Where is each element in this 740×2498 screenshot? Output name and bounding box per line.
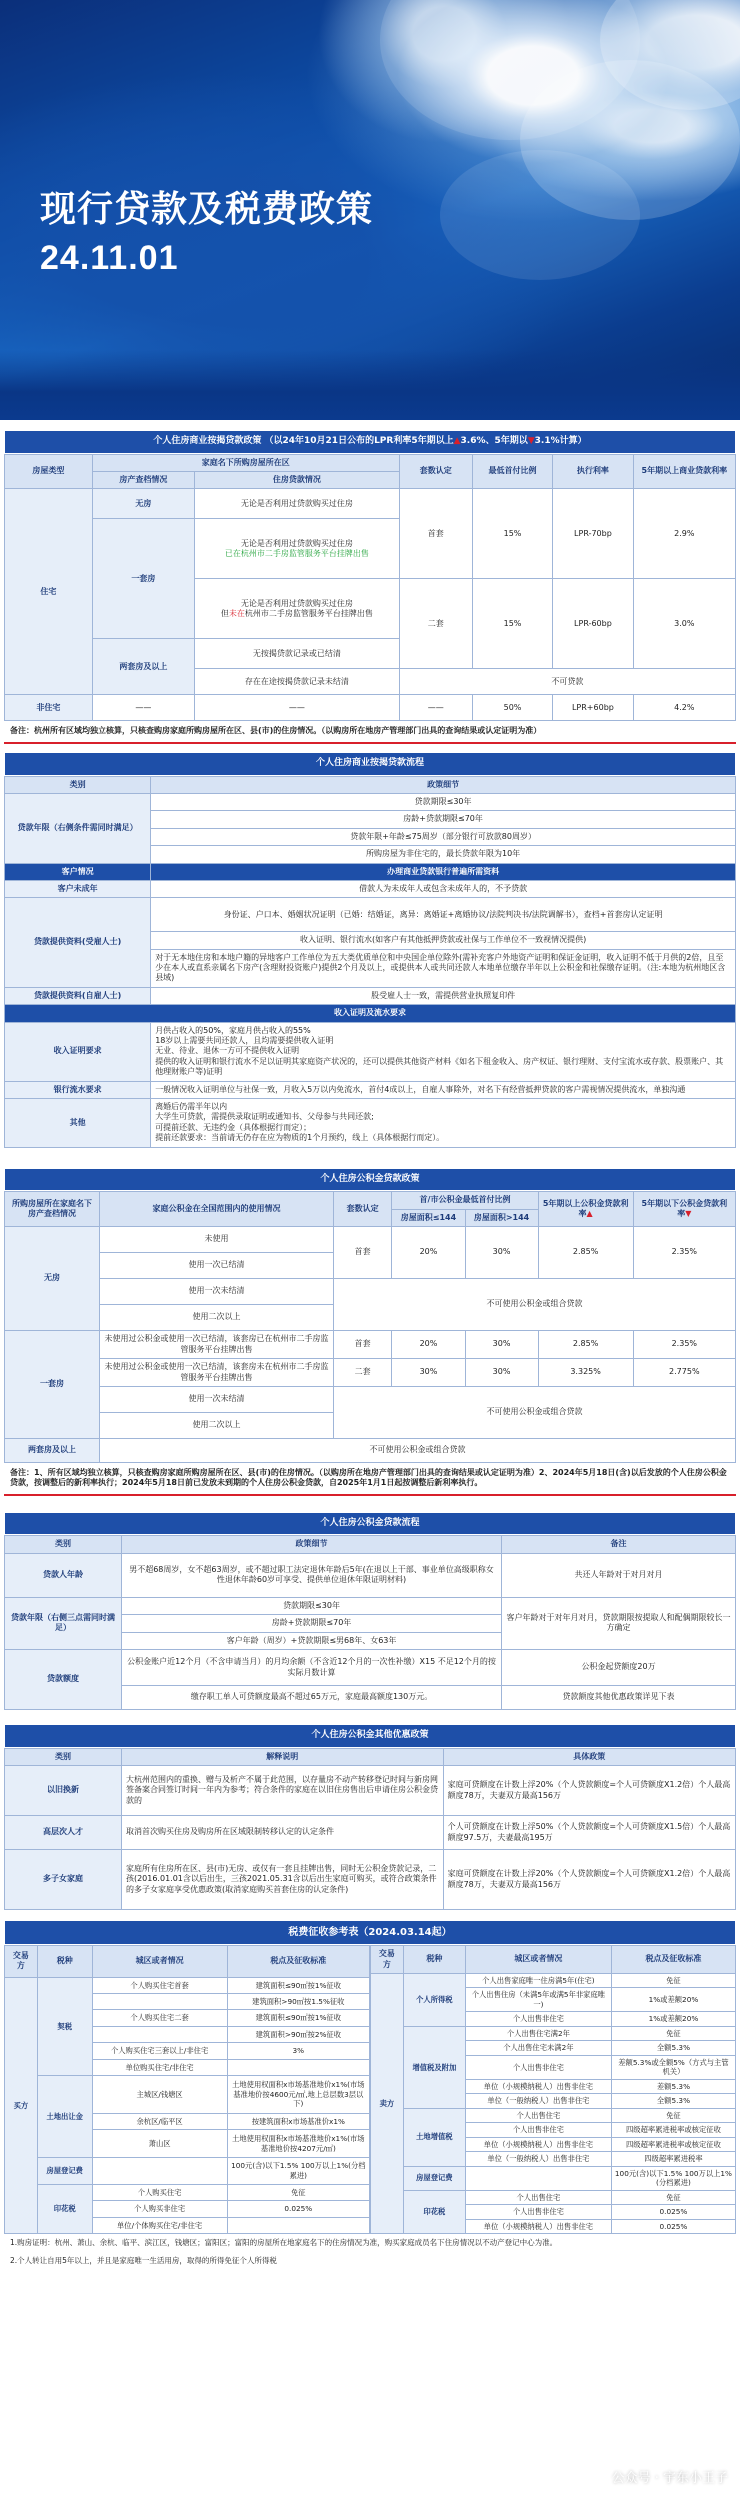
tax-condition-cell: 个人购买住宅首套	[92, 1977, 227, 1993]
commercial-loan-table: 房屋类型 家庭名下所购房屋所在区 套数认定 最低首付比例 执行利率 5年期以上商业贷款利率 房产查档情况 住房贷款情况 住宅 无房 无论是否利用过贷款购买过住房 首套 15% LPR-70bp 2.9% 一套房 无论是否利用过贷款购买过住房 已在杭州市二手房监管服务平台挂牌出售 无论是否利用过贷款购买过住房 但未在杭州市二手房监管服务平台挂牌出售 二套 15% LPR-60bp 3.0% 两套房及以上 无按揭贷款记录或已结清 存在在途按揭贷款记录未结清 不可贷款 非住宅 —— —— —— 50% LPR+60bp 4.2%	[4, 454, 736, 722]
tax-condition-cell: 个人出售住宅满2年	[465, 2026, 611, 2040]
tax-condition-cell: 个人购买住宅	[92, 2184, 227, 2200]
tax-rate-cell: 1%或差额20%	[611, 1988, 735, 2012]
tax-rate-cell: 四级超率累进税率或核定征收	[611, 2137, 735, 2151]
tax-rate-cell: 0.025%	[227, 2201, 369, 2217]
provident-fund-note: 备注：1、所有区域均独立核算，只核查购房家庭所购房屋所在区、县(市)的住房情况。（以购房所在地房产管理部门出具的查询结果或认定证明为准）2、2024年5月18日(含)以后发放的个人住房公积金贷款，按调整后的新利率执行；2024年5月18日前已发放未到期的个人住房公积金贷款，自2025年1月1日起按调整后新利率执行。	[4, 1463, 736, 1496]
tax-condition-cell: 单位（一般纳税人）出售非住宅	[465, 2152, 611, 2166]
tax-rate-cell: 100元(含)以下1.5% 100万以上1%(分档累进)	[227, 2157, 369, 2184]
tax-rate-cell: 建筑面积>90㎡按1.5%征收	[227, 1994, 369, 2010]
tax-condition-cell: 个人出售非住宅	[465, 2123, 611, 2137]
buyer-tax-rows	[5, 1977, 370, 2234]
tax-condition-cell	[92, 2026, 227, 2042]
tax-rate-cell: 四级超率累进税率或核定征收	[611, 2123, 735, 2137]
tax-type-cell: 房屋登记费	[403, 2166, 465, 2190]
table-row	[371, 2108, 736, 2122]
down-arrow-icon: ▼	[527, 436, 535, 446]
tax-condition-cell: 单位（小规模纳税人）出售非住宅	[465, 2079, 611, 2093]
tax-footnote-2: 2.个人转让自用5年以上，并且是家庭唯一生活用房，取得的所得免征个人所得税	[10, 2255, 277, 2265]
benefits-table: 类别 解释说明 具体政策 以旧换新 大杭州范围内的重换、赠与及析产不属于此范围，以存量房不动产转移登记时间与新房网签备案合同签订时间一年内为参考；符合条件的家庭在以旧住房售出后申请住房公积金贷款的 家庭可贷额度在计数上浮20%（个人贷款额度=个人可贷额度X1.2倍）个人最高额度78万，夫妻双方最高156万 高层次人才 取消首次购买住房及购房所在区域限制转移认定的认定条件 个人可贷额度在计数上浮50%（个人贷款额度=个人可贷额度X1.5倍）个人最高额度97.5万，夫妻最高195万 多子女家庭 家庭所有住房所在区、县(市)无房、或仅有一套且挂牌出售，同时无公积金贷款记录，二孩(2016.01.01含以后出生，三孩2021.05.31含以后出生家庭可购买，或符合政策条件的多子女家庭享受优惠政策(取消家庭购买首套住房的认定条件) 家庭可贷额度在计数上浮20%（个人贷款额度=个人可贷额度X1.2倍）个人最高额度78万，夫妻双方最高156万	[4, 1748, 736, 1910]
tax-condition-cell: 余杭区/临平区	[92, 2114, 227, 2130]
up-arrow-icon: ▲	[453, 436, 461, 446]
table-row	[5, 2184, 370, 2200]
seller-tax-rows	[371, 1973, 736, 2233]
tax-rate-cell: 全额5.3%	[611, 2041, 735, 2055]
tax-condition-cell: 主城区/钱塘区	[92, 2076, 227, 2114]
tax-rate-cell	[227, 2217, 369, 2233]
up-arrow-icon: ▲	[586, 1209, 593, 1219]
table-row	[5, 1977, 370, 1993]
commercial-process-table: 类别 政策细节 贷款年限（右侧条件需同时满足） 贷款期限≤30年 房龄+贷款期限≤70年 贷款年限+年龄≤75周岁（部分银行可放款80周岁） 所购房屋为非住宅的，最长贷款年限为10年 客户情况 办理商业贷款银行普遍所需资料 客户未成年 借款人为未成年人或包含未成年人的，不予贷款 贷款提供资料(受雇人士) 身份证、户口本、婚姻状况证明（已婚：结婚证，离异：离婚证+离婚协议/法院判决书/法院调解书），查档+首套房认定证明 收入证明、银行流水(如客户有其他抵押贷款或社保与工作单位不一致视情况提供) 对于无本地住房和本地户籍的异地客户工作单位为五大类优质单位和中央国企单位除外(需补充客户外地资产证明和保证金证明，收入证明不低于月供的2倍，且至少在本人或直系亲属名下房产(含理财投资账户)提供2个月及以上，或提供本人或共同还款人本地单位缴存半年以上公积金和社保缴存证明。（注:本地为杭州地区含县域) 贷款提供资料(自雇人士) 股受雇人士一致，需提供营业执照复印件 收入证明及流水要求 收入证明要求 月供占收入的50%，家庭月供占收入的55% 18岁以上需要共同还款人，且均需要提供收入证明 无业、待业、退休一方可不提供收入证明 提供的收入证明和银行流水不足以证明其家庭资产状况的，还可以提供其他资产材料《如名下租金收入、房产权证、银行理财、支付宝流水或存款、股票账户、其他理财账户等)证明 银行流水要求 一般情况收入证明单位与社保一致，月收入5万以内免流水，首付4成以上，自雇人事除外，对名下有经营抵押贷款的客户需视情况提供流水，单独沟通 其他 离婚后仍需半年以内 大学生可贷款，需提供录取证明或通知书、父母参与共同还款; 可提前还款、无违约金（具体根据行而定）； 提前还款要求：当前请无仍存在应为物质的1个月预约，线上（具体根据行而定）。	[4, 776, 736, 1148]
page-title: 现行贷款及税费政策	[40, 188, 374, 229]
tax-condition-cell	[92, 1994, 227, 2010]
tax-condition-cell: 个人出售住宅	[465, 2108, 611, 2122]
commercial-loan-process: 个人住房商业按揭贷款流程 类别 政策细节 贷款年限（右侧条件需同时满足） 贷款期限≤30年 房龄+贷款期限≤70年 贷款年限+年龄≤75周岁（部分银行可放款80周岁） 所购房屋为非住宅的，最长贷款年限为10年 客户情况 办理商业贷款银行普遍所需资料 客户未成年 借款人为未成年人或包含未成年人的，不予贷款 贷款提供资料(受雇人士) 身份证、户口本、婚姻状况证明（已婚：结婚证，离异：离婚证+离婚协议/法院判决书/法院调解书），查档+首套房认定证明 收入证明、银行流水(如客户有其他抵押贷款或社保与工作单位不一致视情况提供) 对于无本地住房和本地户籍的异地客户工作单位为五大类优质单位和中央国企单位除外(需补充客户外地资产证明和保证金证明，收入证明不低于月供的2倍，且至少在本人或直系亲属名下房产(含理财投资账户)提供2个月及以上，或提供本人或共同还款人本地单位缴存半年以上公积金和社保缴存证明。（注:本地为杭州地区含县域) 贷款提供资料(自雇人士) 股受雇人士一致，需提供营业执照复印件 收入证明及流水要求 收入证明要求 月供占收入的50%，家庭月供占收入的55% 18岁以上需要共同还款人，且均需要提供收入证明 无业、待业、退休一方可不提供收入证明 提供的收入证明和银行流水不足以证明其家庭资产状况的，还可以提供其他资产材料《如名下租金收入、房产权证、银行理财、支付宝流水或存款、股票账户、其他理财账户等)证明 银行流水要求 一般情况收入证明单位与社保一致，月收入5万以内免流水，首付4成以上，自雇人事除外，对名下有经营抵押贷款的客户需视情况提供流水，单独沟通 其他 离婚后仍需半年以内 大学生可贷款，需提供录取证明或通知书、父母参与共同还款; 可提前还款、无违约金（具体根据行而定）； 提前还款要求：当前请无仍存在应为物质的1个月预约，线上（具体根据行而定）。	[0, 752, 740, 1148]
tax-reference: 税费征收参考表（2024.03.14起） 交易方 税种 城区或者情况 税点及征收标准 买方 契税 个人购买住宅首套 建筑面积≤90㎡按1%征收 建筑面积>90㎡按1.5%征收 个人购买住宅二套 建筑面积≤90㎡按1%征收 建筑面积>90㎡按2%征收 个人购买住宅三套以上/非住宅 3% 单位购买住宅/非住宅 土地出让金 主城区/钱塘区 土地使用权面积x市场基准地价x1%(市场基准地价按4600元/㎡,地上总层数3层以下) 余杭区/临平区 按建筑面积x市场基准价x1% 萧山区 土地使用权面积x市场基准地价x1%(市场基准地价按4207元/㎡) 房屋登记费 100元(含)以下1.5% 100万以上1%(分档累进) 印花税 个人购买住宅 免征 个人购买非住宅 0.025% 单位/个体购买住宅/非住宅 交易方 税种 城区或者情况 税点及征收标准 卖方 个人所得税 个人出售家庭唯一住房满5年(住宅) 免征 个人出售住房（未满5年或满5年非家庭唯一) 1%或差额20% 个人出售非住宅 1%或差额20% 增值税及附加 个人出售住宅满2年 免征 个人出售住宅未满2年 全额5.3% 个人出售非住宅 差额5.3%或全额5%（方式与主管机关） 单位（小规模纳税人）出售非住宅 差额5.3% 单位（一般纳税人）出售非住宅 全额5.3% 土地增值税 个人出售住宅 免征 个人出售非住宅 四级超率累进税率或核定征收 单位（小规模纳税人）出售非住宅 四级超率累进税率或核定征收 单位（一般纳税人）出售非住宅 四级超率累进税率 房屋登记费 100元(含)以下1.5% 100万以上1%(分档累进) 印花税 个人出售住宅 免征 个人出售非住宅 0.025% 单位（小规模纳税人）出售非住宅 0.025% 1.购房证明：杭州、萧山、余杭、临平、滨江区，钱塘区；富阳区；富阳的房屋所在地家庭名下的住房情况为准，购买家庭成员名下住房情况以不动产登记中心为准。 2.个人转让自用5年以上，并且是家庭唯一生活用房，取得的所得免征个人所得税	[0, 1920, 740, 2269]
tax-condition-cell: 个人购买住宅二套	[92, 2010, 227, 2026]
table-row	[5, 2157, 370, 2184]
tax-rate-cell: 建筑面积≤90㎡按1%征收	[227, 2010, 369, 2026]
provident-fund-policy: 个人住房公积金贷款政策 所购房屋所在家庭名下房产查档情况 家庭公积金在全国范围内的使用情况 套数认定 首/市公积金最低首付比例 5年期以上公积金贷款利率▲ 5年期以下公积金贷款利率▼ 房屋面积≤144 房屋面积>144 无房 未使用 首套 20% 30% 2.85% 2.35% 使用一次已结清 使用一次未结清 不可使用公积金或组合贷款 使用二次以上 一套房 未使用过公积金或使用一次已结清，该套房已在杭州市二手房监管服务平台挂牌出售 首套 20% 30% 2.85% 2.35% 未使用过公积金或使用一次已结清，该套房未在杭州市二手房监管服务平台挂牌出售 二套 30% 30% 3.325% 2.775% 使用一次未结清 不可使用公积金或组合贷款 使用二次以上 两套房及以上 不可使用公积金或组合贷款 备注：1、所有区域均独立核算，只核查购房家庭所购房屋所在区、县(市)的住房情况。（以购房所在地房产管理部门出具的查询结果或认定证明为准）2、2024年5月18日(含)以后发放的个人住房公积金贷款，按调整后的新利率执行；2024年5月18日前已发放未到期的个人住房公积金贷款，自2025年1月1日起按调整后新利率执行。	[0, 1168, 740, 1496]
tax-type-cell: 增值税及附加	[403, 2026, 465, 2108]
tax-rate-cell: 建筑面积≤90㎡按1%征收	[227, 1977, 369, 1993]
table-row	[371, 2190, 736, 2204]
tax-rate-cell: 免征	[611, 2108, 735, 2122]
tax-condition-cell: 个人出售非住宅	[465, 2012, 611, 2026]
tax-condition-cell	[92, 2157, 227, 2184]
table-row	[371, 2026, 736, 2040]
tax-rate-cell: 全额5.3%	[611, 2094, 735, 2108]
tax-rate-cell: 土地使用权面积x市场基准地价x1%(市场基准地价按4207元/㎡)	[227, 2130, 369, 2157]
tax-condition-cell: 单位/个体购买住宅/非住宅	[92, 2217, 227, 2233]
table-row	[371, 2166, 736, 2190]
tax-condition-cell: 个人出售住房（未满5年或满5年非家庭唯一)	[465, 1988, 611, 2012]
tax-rate-cell: 四级超率累进税率	[611, 2152, 735, 2166]
tax-condition-cell	[465, 2166, 611, 2190]
provident-fund-benefits: 个人住房公积金其他优惠政策 类别 解释说明 具体政策 以旧换新 大杭州范围内的重换、赠与及析产不属于此范围，以存量房不动产转移登记时间与新房网签备案合同签订时间一年内为参考；符合条件的家庭在以旧住房售出后申请住房公积金贷款的 家庭可贷额度在计数上浮20%（个人贷款额度=个人可贷额度X1.2倍）个人最高额度78万，夫妻双方最高156万 高层次人才 取消首次购买住房及购房所在区域限制转移认定的认定条件 个人可贷额度在计数上浮50%（个人贷款额度=个人可贷额度X1.5倍）个人最高额度97.5万，夫妻最高195万 多子女家庭 家庭所有住房所在区、县(市)无房、或仅有一套且挂牌出售，同时无公积金贷款记录，二孩(2016.01.01含以后出生，三孩2021.05.31含以后出生家庭可购买，或符合政策条件的多子女家庭享受优惠政策(取消家庭购买首套住房的认定条件) 家庭可贷额度在计数上浮20%（个人贷款额度=个人可贷额度X1.2倍）个人最高额度78万，夫妻双方最高156万	[0, 1724, 740, 1910]
hero-band	[0, 350, 740, 420]
tax-condition-cell: 个人出售住宅	[465, 2190, 611, 2204]
tax-type-cell: 土地出让金	[37, 2076, 92, 2158]
tax-rate-cell: 免征	[611, 2026, 735, 2040]
tax-rate-cell: 0.025%	[611, 2219, 735, 2233]
tax-rate-cell: 100元(含)以下1.5% 100万以上1%(分档累进)	[611, 2166, 735, 2190]
tax-rate-cell: 免征	[611, 2190, 735, 2204]
tax-condition-cell: 个人出售非住宅	[465, 2205, 611, 2219]
tax-type-cell: 个人所得税	[403, 1973, 465, 2026]
tax-condition-cell: 萧山区	[92, 2130, 227, 2157]
hero-banner	[0, 0, 740, 420]
commercial-loan-policy	[0, 420, 740, 744]
tax-rate-cell: 免征	[611, 1973, 735, 1987]
table-row	[371, 1973, 736, 1987]
provident-fund-process: 个人住房公积金贷款流程 类别 政策细节 备注 贷款人年龄 男不超68周岁，女不超63周岁，或不超过职工法定退休年龄后5年(在退以上干部、事业单位高级职称女性退休年龄60岁可享受、提供单位退休年限证明材料) 共还人年龄对于对月对月 贷款年限（右侧三点需同时满足） 贷款期限≤30年 客户年龄对于对年月对月，贷款期限按提取人和配偶期限较长一方确定 房龄+贷款期限≤70年 客户年龄（周岁）+贷款期限≤男68年、女63年 贷款额度 公积金账户近12个月（不含申请当月）的月均余额（不含近12个月的一次性补缴）X15 不足12个月的按实际月数计算 公积金起贷额度20万 缴存职工单人可贷额度最高不超过65万元，家庭最高额度130万元。 贷款额度其他优惠政策详见下表	[0, 1512, 740, 1710]
tax-condition-cell: 个人购买非住宅	[92, 2201, 227, 2217]
tax-rate-cell: 土地使用权面积x市场基准地价x1%(市场基准地价按4600元/㎡,地上总层数3层以下)	[227, 2076, 369, 2114]
down-arrow-icon: ▼	[685, 1209, 692, 1219]
tax-condition-cell: 个人出售非住宅	[465, 2055, 611, 2079]
tax-type-cell: 印花税	[37, 2184, 92, 2233]
buyer-tax-table: 交易方 税种 城区或者情况 税点及征收标准 买方 契税 个人购买住宅首套 建筑面积≤90㎡按1%征收 建筑面积>90㎡按1.5%征收 个人购买住宅二套 建筑面积≤90㎡按1%征收 建筑面积>90㎡按2%征收 个人购买住宅三套以上/非住宅 3% 单位购买住宅/非住宅 土地出让金 主城区/钱塘区 土地使用权面积x市场基准地价x1%(市场基准地价按4600元/㎡,地上总层数3层以下) 余杭区/临平区 按建筑面积x市场基准价x1% 萧山区 土地使用权面积x市场基准地价x1%(市场基准地价按4207元/㎡) 房屋登记费 100元(含)以下1.5% 100万以上1%(分档累进) 印花税 个人购买住宅 免征 个人购买非住宅 0.025% 单位/个体购买住宅/非住宅	[4, 1945, 370, 2234]
tax-condition-cell: 单位购买住宅/非住宅	[92, 2059, 227, 2075]
tax-type-cell: 印花税	[403, 2190, 465, 2233]
table-row	[5, 2076, 370, 2114]
tax-rate-cell: 免征	[227, 2184, 369, 2200]
buyer-side-label: 买方	[5, 1977, 38, 2234]
tax-condition-cell: 个人出售家庭唯一住房满5年(住宅)	[465, 1973, 611, 1987]
tax-rate-cell: 0.025%	[611, 2205, 735, 2219]
tax-condition-cell: 单位（一般纳税人）出售非住宅	[465, 2094, 611, 2108]
tax-type-cell: 契税	[37, 1977, 92, 2076]
watermark: 公众号 · 宇东小王子	[611, 2471, 728, 2487]
tax-rate-cell: 1%或差额20%	[611, 2012, 735, 2026]
tax-footnote-1: 1.购房证明：杭州、萧山、余杭、临平、滨江区，钱塘区；富阳区；富阳的房屋所在地家庭名下的住房情况为准，购买家庭成员名下住房情况以不动产登记中心为准。	[10, 2238, 558, 2248]
tax-condition-cell: 个人出售住宅未满2年	[465, 2041, 611, 2055]
seller-side-label: 卖方	[371, 1973, 404, 2233]
tax-rate-cell	[227, 2059, 369, 2075]
provident-fund-table: 所购房屋所在家庭名下房产查档情况 家庭公积金在全国范围内的使用情况 套数认定 首/市公积金最低首付比例 5年期以上公积金贷款利率▲ 5年期以下公积金贷款利率▼ 房屋面积≤144 房屋面积>144 无房 未使用 首套 20% 30% 2.85% 2.35% 使用一次已结清 使用一次未结清 不可使用公积金或组合贷款 使用二次以上 一套房 未使用过公积金或使用一次已结清，该套房已在杭州市二手房监管服务平台挂牌出售 首套 20% 30% 2.85% 2.35% 未使用过公积金或使用一次已结清，该套房未在杭州市二手房监管服务平台挂牌出售 二套 30% 30% 3.325% 2.775% 使用一次未结清 不可使用公积金或组合贷款 使用二次以上 两套房及以上 不可使用公积金或组合贷款	[4, 1191, 736, 1463]
tax-type-cell: 房屋登记费	[37, 2157, 92, 2184]
tax-rate-cell: 差额5.3%或全额5%（方式与主管机关）	[611, 2055, 735, 2079]
page-date: 24.11.01	[40, 239, 179, 277]
tax-rate-cell: 差额5.3%	[611, 2079, 735, 2093]
tax-rate-cell: 按建筑面积x市场基准价x1%	[227, 2114, 369, 2130]
tax-condition-cell: 单位（小规模纳税人）出售非住宅	[465, 2219, 611, 2233]
tax-type-cell: 土地增值税	[403, 2108, 465, 2166]
provident-process-table: 类别 政策细节 备注 贷款人年龄 男不超68周岁，女不超63周岁，或不超过职工法定退休年龄后5年(在退以上干部、事业单位高级职称女性退休年龄60岁可享受、提供单位退休年限证明材料) 共还人年龄对于对月对月 贷款年限（右侧三点需同时满足） 贷款期限≤30年 客户年龄对于对年月对月，贷款期限按提取人和配偶期限较长一方确定 房龄+贷款期限≤70年 客户年龄（周岁）+贷款期限≤男68年、女63年 贷款额度 公积金账户近12个月（不含申请当月）的月均余额（不含近12个月的一次性补缴）X15 不足12个月的按实际月数计算 公积金起贷额度20万 缴存职工单人可贷额度最高不超过65万元，家庭最高额度130万元。 贷款额度其他优惠政策详见下表	[4, 1535, 736, 1710]
tax-condition-cell: 个人购买住宅三套以上/非住宅	[92, 2043, 227, 2059]
commercial-loan-note: 备注：杭州所有区域均独立核算，只核查购房家庭所购房屋所在区、县(市)的住房情况。（以购房所在地房产管理部门出具的查询结果或认定证明为准）	[4, 721, 736, 743]
commercial-loan-policy-title: 个人住房商业按揭贷款政策 （以24年10月21日公布的LPR利率5年期以上▲3.6%、5年期以▼3.1%计算）	[4, 430, 736, 454]
tax-rate-cell: 建筑面积>90㎡按2%征收	[227, 2026, 369, 2042]
tax-condition-cell: 单位（小规模纳税人）出售非住宅	[465, 2137, 611, 2151]
seller-tax-table: 交易方 税种 城区或者情况 税点及征收标准 卖方 个人所得税 个人出售家庭唯一住房满5年(住宅) 免征 个人出售住房（未满5年或满5年非家庭唯一) 1%或差额20% 个人出售非住宅 1%或差额20% 增值税及附加 个人出售住宅满2年 免征 个人出售住宅未满2年 全额5.3% 个人出售非住宅 差额5.3%或全额5%（方式与主管机关） 单位（小规模纳税人）出售非住宅 差额5.3% 单位（一般纳税人）出售非住宅 全额5.3% 土地增值税 个人出售住宅 免征 个人出售非住宅 四级超率累进税率或核定征收 单位（小规模纳税人）出售非住宅 四级超率累进税率或核定征收 单位（一般纳税人）出售非住宅 四级超率累进税率 房屋登记费 100元(含)以下1.5% 100万以上1%(分档累进) 印花税 个人出售住宅 免征 个人出售非住宅 0.025% 单位（小规模纳税人）出售非住宅 0.025%	[370, 1945, 736, 2234]
tax-rate-cell: 3%	[227, 2043, 369, 2059]
